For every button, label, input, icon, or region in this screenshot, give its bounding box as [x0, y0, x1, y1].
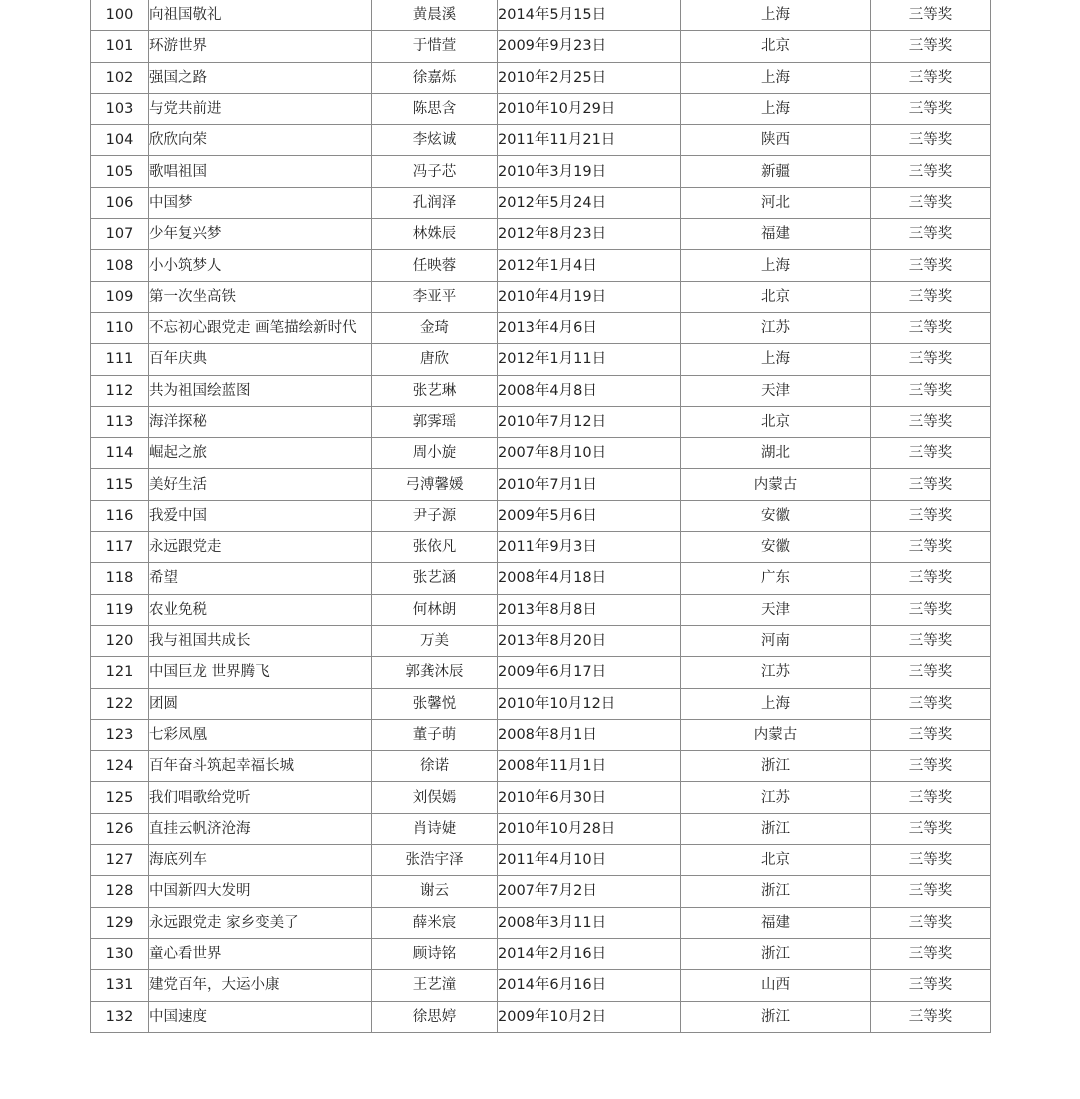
artwork-title-cell: 中国速度: [149, 1001, 372, 1032]
table-row: [91, 31, 991, 62]
entry-number-cell: 127: [91, 845, 149, 876]
region-cell: 浙江: [681, 1001, 871, 1032]
artwork-title-cell: 环游世界: [149, 31, 372, 62]
entry-number-cell: 109: [91, 281, 149, 312]
table-row: [91, 156, 991, 187]
author-name-cell: 郭龚沐辰: [372, 657, 498, 688]
table-row: [91, 594, 991, 625]
table-row: [91, 563, 991, 594]
region-cell: 安徽: [681, 500, 871, 531]
author-name-cell: 周小旋: [372, 438, 498, 469]
artwork-title-cell: 小小筑梦人: [149, 250, 372, 281]
author-name-cell: 孔润泽: [372, 187, 498, 218]
author-name-cell: 弓溥馨媛: [372, 469, 498, 500]
artwork-title-cell: 歌唱祖国: [149, 156, 372, 187]
entry-number-cell: 116: [91, 500, 149, 531]
entry-number-cell: 129: [91, 907, 149, 938]
table-row: [91, 500, 991, 531]
birth-date-cell: 2008年8月1日: [498, 719, 681, 750]
artwork-title-cell: 我爱中国: [149, 500, 372, 531]
author-name-cell: 顾诗铭: [372, 938, 498, 969]
region-cell: 北京: [681, 845, 871, 876]
birth-date-cell: 2010年10月28日: [498, 813, 681, 844]
author-name-cell: 唐欣: [372, 344, 498, 375]
artwork-title-cell: 农业免税: [149, 594, 372, 625]
birth-date-cell: 2010年7月12日: [498, 406, 681, 437]
artwork-title-cell: 中国梦: [149, 187, 372, 218]
artwork-title-cell: 我们唱歌给党听: [149, 782, 372, 813]
table-row: [91, 688, 991, 719]
birth-date-cell: 2013年8月20日: [498, 625, 681, 656]
artwork-title-cell: 崛起之旅: [149, 438, 372, 469]
table-row: [91, 187, 991, 218]
birth-date-cell: 2009年10月2日: [498, 1001, 681, 1032]
entry-number-cell: 123: [91, 719, 149, 750]
region-cell: 天津: [681, 375, 871, 406]
region-cell: 上海: [681, 344, 871, 375]
award-cell: 三等奖: [871, 0, 991, 31]
author-name-cell: 郭霁瑶: [372, 406, 498, 437]
author-name-cell: 何林朗: [372, 594, 498, 625]
entry-number-cell: 122: [91, 688, 149, 719]
entry-number-cell: 111: [91, 344, 149, 375]
entry-number-cell: 106: [91, 187, 149, 218]
table-row: [91, 406, 991, 437]
author-name-cell: 王艺潼: [372, 970, 498, 1001]
artwork-title-cell: 百年庆典: [149, 344, 372, 375]
table-row: [91, 312, 991, 343]
award-cell: 三等奖: [871, 406, 991, 437]
region-cell: 北京: [681, 31, 871, 62]
award-cell: 三等奖: [871, 312, 991, 343]
region-cell: 安徽: [681, 532, 871, 563]
award-cell: 三等奖: [871, 469, 991, 500]
entry-number-cell: 124: [91, 751, 149, 782]
award-cell: 三等奖: [871, 125, 991, 156]
table-row: [91, 907, 991, 938]
award-cell: 三等奖: [871, 907, 991, 938]
author-name-cell: 陈思含: [372, 93, 498, 124]
region-cell: 北京: [681, 406, 871, 437]
table-row: [91, 657, 991, 688]
award-cell: 三等奖: [871, 938, 991, 969]
award-cell: 三等奖: [871, 657, 991, 688]
author-name-cell: 金琦: [372, 312, 498, 343]
artwork-title-cell: 欣欣向荣: [149, 125, 372, 156]
artwork-title-cell: 建党百年，大运小康: [149, 970, 372, 1001]
region-cell: 浙江: [681, 751, 871, 782]
author-name-cell: 徐诺: [372, 751, 498, 782]
region-cell: 上海: [681, 93, 871, 124]
region-cell: 浙江: [681, 876, 871, 907]
author-name-cell: 张浩宇泽: [372, 845, 498, 876]
author-name-cell: 尹子源: [372, 500, 498, 531]
table-body: [91, 0, 991, 1032]
award-cell: 三等奖: [871, 250, 991, 281]
birth-date-cell: 2011年4月10日: [498, 845, 681, 876]
region-cell: 河南: [681, 625, 871, 656]
entry-number-cell: 125: [91, 782, 149, 813]
author-name-cell: 张艺琳: [372, 375, 498, 406]
birth-date-cell: 2012年8月23日: [498, 219, 681, 250]
table-row: [91, 719, 991, 750]
region-cell: 河北: [681, 187, 871, 218]
entry-number-cell: 126: [91, 813, 149, 844]
table-row: [91, 469, 991, 500]
entry-number-cell: 107: [91, 219, 149, 250]
birth-date-cell: 2013年8月8日: [498, 594, 681, 625]
artwork-title-cell: 与党共前进: [149, 93, 372, 124]
award-cell: 三等奖: [871, 845, 991, 876]
table-row: [91, 876, 991, 907]
artwork-title-cell: 海洋探秘: [149, 406, 372, 437]
artwork-title-cell: 强国之路: [149, 62, 372, 93]
birth-date-cell: 2014年2月16日: [498, 938, 681, 969]
author-name-cell: 林姝辰: [372, 219, 498, 250]
birth-date-cell: 2014年6月16日: [498, 970, 681, 1001]
artwork-title-cell: 七彩凤凰: [149, 719, 372, 750]
artwork-title-cell: 第一次坐高铁: [149, 281, 372, 312]
table-row: [91, 250, 991, 281]
table-row: [91, 782, 991, 813]
award-cell: 三等奖: [871, 500, 991, 531]
author-name-cell: 黄晨溪: [372, 0, 498, 31]
birth-date-cell: 2007年8月10日: [498, 438, 681, 469]
artwork-title-cell: 百年奋斗筑起幸福长城: [149, 751, 372, 782]
artwork-title-cell: 不忘初心跟党走 画笔描绘新时代: [149, 312, 372, 343]
artwork-title-cell: 共为祖国绘蓝图: [149, 375, 372, 406]
table-row: [91, 625, 991, 656]
region-cell: 江苏: [681, 657, 871, 688]
table-row: [91, 938, 991, 969]
author-name-cell: 万美: [372, 625, 498, 656]
birth-date-cell: 2008年4月18日: [498, 563, 681, 594]
author-name-cell: 薛米宸: [372, 907, 498, 938]
author-name-cell: 张艺涵: [372, 563, 498, 594]
entry-number-cell: 121: [91, 657, 149, 688]
entry-number-cell: 131: [91, 970, 149, 1001]
award-cell: 三等奖: [871, 751, 991, 782]
region-cell: 内蒙古: [681, 469, 871, 500]
region-cell: 福建: [681, 907, 871, 938]
award-cell: 三等奖: [871, 719, 991, 750]
artwork-title-cell: 向祖国敬礼: [149, 0, 372, 31]
author-name-cell: 任映蓉: [372, 250, 498, 281]
award-cell: 三等奖: [871, 281, 991, 312]
region-cell: 江苏: [681, 782, 871, 813]
table-row: [91, 751, 991, 782]
award-cell: 三等奖: [871, 970, 991, 1001]
region-cell: 陕西: [681, 125, 871, 156]
author-name-cell: 刘俣嫣: [372, 782, 498, 813]
birth-date-cell: 2014年5月15日: [498, 0, 681, 31]
table-row: [91, 845, 991, 876]
author-name-cell: 冯子芯: [372, 156, 498, 187]
entry-number-cell: 120: [91, 625, 149, 656]
entry-number-cell: 103: [91, 93, 149, 124]
award-cell: 三等奖: [871, 563, 991, 594]
author-name-cell: 肖诗婕: [372, 813, 498, 844]
birth-date-cell: 2008年4月8日: [498, 375, 681, 406]
artwork-title-cell: 海底列车: [149, 845, 372, 876]
award-cell: 三等奖: [871, 532, 991, 563]
region-cell: 浙江: [681, 938, 871, 969]
birth-date-cell: 2009年6月17日: [498, 657, 681, 688]
birth-date-cell: 2011年11月21日: [498, 125, 681, 156]
artwork-title-cell: 希望: [149, 563, 372, 594]
birth-date-cell: 2009年5月6日: [498, 500, 681, 531]
awards-table: [90, 0, 991, 1033]
author-name-cell: 董子萌: [372, 719, 498, 750]
artwork-title-cell: 永远跟党走 家乡变美了: [149, 907, 372, 938]
artwork-title-cell: 中国巨龙 世界腾飞: [149, 657, 372, 688]
birth-date-cell: 2008年3月11日: [498, 907, 681, 938]
region-cell: 北京: [681, 281, 871, 312]
artwork-title-cell: 我与祖国共成长: [149, 625, 372, 656]
table-row: [91, 62, 991, 93]
award-cell: 三等奖: [871, 438, 991, 469]
entry-number-cell: 115: [91, 469, 149, 500]
table-row: [91, 125, 991, 156]
table-row: [91, 1001, 991, 1032]
entry-number-cell: 130: [91, 938, 149, 969]
birth-date-cell: 2007年7月2日: [498, 876, 681, 907]
region-cell: 浙江: [681, 813, 871, 844]
author-name-cell: 李炫诚: [372, 125, 498, 156]
award-cell: 三等奖: [871, 344, 991, 375]
table-row: [91, 375, 991, 406]
entry-number-cell: 113: [91, 406, 149, 437]
award-cell: 三等奖: [871, 1001, 991, 1032]
birth-date-cell: 2013年4月6日: [498, 312, 681, 343]
artwork-title-cell: 直挂云帆济沧海: [149, 813, 372, 844]
author-name-cell: 徐思婷: [372, 1001, 498, 1032]
entry-number-cell: 110: [91, 312, 149, 343]
artwork-title-cell: 童心看世界: [149, 938, 372, 969]
table-row: [91, 93, 991, 124]
birth-date-cell: 2008年11月1日: [498, 751, 681, 782]
region-cell: 上海: [681, 250, 871, 281]
author-name-cell: 谢云: [372, 876, 498, 907]
entry-number-cell: 105: [91, 156, 149, 187]
entry-number-cell: 114: [91, 438, 149, 469]
award-cell: 三等奖: [871, 93, 991, 124]
table-row: [91, 344, 991, 375]
entry-number-cell: 101: [91, 31, 149, 62]
region-cell: 湖北: [681, 438, 871, 469]
entry-number-cell: 104: [91, 125, 149, 156]
award-cell: 三等奖: [871, 688, 991, 719]
region-cell: 天津: [681, 594, 871, 625]
award-cell: 三等奖: [871, 625, 991, 656]
entry-number-cell: 119: [91, 594, 149, 625]
birth-date-cell: 2012年1月4日: [498, 250, 681, 281]
artwork-title-cell: 美好生活: [149, 469, 372, 500]
entry-number-cell: 112: [91, 375, 149, 406]
award-cell: 三等奖: [871, 31, 991, 62]
award-cell: 三等奖: [871, 62, 991, 93]
entry-number-cell: 108: [91, 250, 149, 281]
region-cell: 内蒙古: [681, 719, 871, 750]
region-cell: 山西: [681, 970, 871, 1001]
region-cell: 上海: [681, 0, 871, 31]
entry-number-cell: 128: [91, 876, 149, 907]
entry-number-cell: 117: [91, 532, 149, 563]
award-cell: 三等奖: [871, 156, 991, 187]
artwork-title-cell: 团圆: [149, 688, 372, 719]
birth-date-cell: 2010年4月19日: [498, 281, 681, 312]
author-name-cell: 徐嘉烁: [372, 62, 498, 93]
author-name-cell: 李亚平: [372, 281, 498, 312]
artwork-title-cell: 永远跟党走: [149, 532, 372, 563]
entry-number-cell: 100: [91, 0, 149, 31]
entry-number-cell: 102: [91, 62, 149, 93]
table-row: [91, 438, 991, 469]
award-cell: 三等奖: [871, 219, 991, 250]
region-cell: 广东: [681, 563, 871, 594]
table-row: [91, 0, 991, 31]
birth-date-cell: 2011年9月3日: [498, 532, 681, 563]
birth-date-cell: 2010年10月29日: [498, 93, 681, 124]
award-cell: 三等奖: [871, 813, 991, 844]
award-cell: 三等奖: [871, 187, 991, 218]
region-cell: 上海: [681, 62, 871, 93]
author-name-cell: 张馨悦: [372, 688, 498, 719]
table-row: [91, 281, 991, 312]
birth-date-cell: 2009年9月23日: [498, 31, 681, 62]
award-cell: 三等奖: [871, 782, 991, 813]
table-row: [91, 532, 991, 563]
birth-date-cell: 2010年2月25日: [498, 62, 681, 93]
award-cell: 三等奖: [871, 594, 991, 625]
entry-number-cell: 132: [91, 1001, 149, 1032]
award-cell: 三等奖: [871, 876, 991, 907]
birth-date-cell: 2010年3月19日: [498, 156, 681, 187]
artwork-title-cell: 少年复兴梦: [149, 219, 372, 250]
author-name-cell: 张依凡: [372, 532, 498, 563]
entry-number-cell: 118: [91, 563, 149, 594]
region-cell: 上海: [681, 688, 871, 719]
region-cell: 新疆: [681, 156, 871, 187]
birth-date-cell: 2012年5月24日: [498, 187, 681, 218]
table-row: [91, 970, 991, 1001]
artwork-title-cell: 中国新四大发明: [149, 876, 372, 907]
birth-date-cell: 2012年1月11日: [498, 344, 681, 375]
birth-date-cell: 2010年10月12日: [498, 688, 681, 719]
table-row: [91, 813, 991, 844]
award-cell: 三等奖: [871, 375, 991, 406]
author-name-cell: 于惜萱: [372, 31, 498, 62]
table-row: [91, 219, 991, 250]
birth-date-cell: 2010年7月1日: [498, 469, 681, 500]
birth-date-cell: 2010年6月30日: [498, 782, 681, 813]
region-cell: 福建: [681, 219, 871, 250]
region-cell: 江苏: [681, 312, 871, 343]
